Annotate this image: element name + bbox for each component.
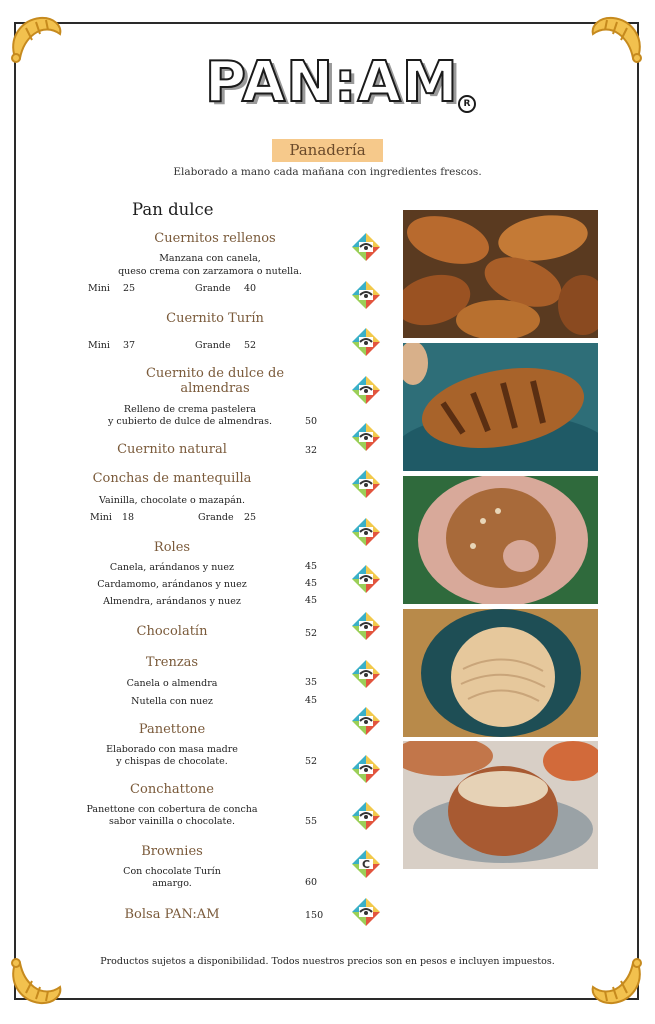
size-label: Mini [88,340,110,351]
item-description: Nutella con nuez [131,696,213,707]
item-title: almendras [180,381,250,396]
item-title: Roles [153,540,191,555]
item-price: 45 [305,578,318,589]
chocolate-croissant-photo [403,343,598,471]
item-title: Bolsa PAN:AM [124,907,220,922]
item-price: 60 [305,877,318,888]
logo-text: PAN:AM [205,50,459,115]
registered-mark: R [458,95,476,113]
size-label: Grande [195,283,231,294]
item-title: Brownies [141,844,203,859]
item-title: Cuernito Turín [166,311,264,326]
size-label: Grande [195,340,231,351]
croissants-photo [403,210,598,338]
item-price: 35 [305,677,318,688]
footer-note: Productos sujetos a disponibilidad. Todos nuestros precios son en pesos e incluyen impuestos. [100,956,555,967]
item-title: Conchas de mantequilla [92,471,252,486]
item-description: y cubierto de dulce de almendras. [108,416,272,427]
item-description: Panettone con cobertura de concha [86,804,258,815]
size-label: Mini [88,283,110,294]
item-price: 40 [244,283,257,294]
diamond-croissant-icon [351,754,381,784]
item-description: amargo. [152,878,192,889]
diamond-croissant-icon [351,897,381,927]
item-price: 32 [305,445,318,456]
item-title: Trenzas [145,655,199,670]
diamond-croissant-icon [351,232,381,262]
item-price: 52 [305,628,318,639]
item-price: 45 [305,561,318,572]
diamond-c-icon [351,849,381,879]
item-price: 25 [123,283,136,294]
item-description: queso crema con zarzamora o nutella. [118,266,302,277]
diamond-croissant-icon [351,517,381,547]
croissant-corner-icon [8,14,66,66]
item-title: Conchattone [130,782,214,797]
size-label: Grande [198,512,234,523]
brand-logo [205,52,475,114]
item-price: 52 [305,756,318,767]
item-description: Almendra, arándanos y nuez [103,596,241,607]
diamond-croissant-icon [351,327,381,357]
diamond-croissant-icon [351,375,381,405]
item-title: Panettone [138,722,206,737]
item-description: y chispas de chocolate. [116,756,228,767]
rol-photo [403,741,598,869]
category-title: Pan dulce [132,200,214,219]
item-title: Chocolatín [136,624,208,639]
size-label: Mini [90,512,112,523]
section-title: Panadería [272,139,383,162]
item-price: 52 [244,340,257,351]
concha-photo [403,609,598,737]
item-price: 150 [305,910,324,921]
item-title: Cuernito natural [117,442,227,457]
diamond-croissant-icon [351,611,381,641]
item-description: Relleno de crema pastelera [123,404,257,415]
diamond-croissant-icon [351,659,381,689]
diamond-croissant-icon [351,564,381,594]
svg-text:C: C [361,858,371,871]
diamond-croissant-icon [351,469,381,499]
item-title: Cuernitos rellenos [154,231,276,246]
item-price: 18 [122,512,135,523]
item-description: Elaborado con masa madre [106,744,238,755]
item-price: 50 [305,416,318,427]
item-price: 37 [123,340,136,351]
section-subtitle: Elaborado a mano cada mañana con ingredientes frescos. [173,166,482,178]
item-price: 25 [244,512,257,523]
croissant-corner-icon [587,14,645,66]
diamond-croissant-icon [351,801,381,831]
item-title: Cuernito de dulce de [145,366,285,381]
item-price: 45 [305,595,318,606]
item-description: sabor vainilla o chocolate. [109,816,235,827]
item-description: Canela o almendra [126,678,218,689]
diamond-croissant-icon [351,280,381,310]
item-description: Vainilla, chocolate o mazapán. [99,495,245,506]
item-price: 55 [305,816,318,827]
almond-pastry-photo [403,476,598,604]
item-description: Con chocolate Turín [123,866,221,877]
item-description: Manzana con canela, [159,253,261,264]
item-price: 45 [305,695,318,706]
diamond-croissant-icon [351,422,381,452]
diamond-croissant-icon [351,706,381,736]
item-description: Cardamomo, arándanos y nuez [97,579,247,590]
item-description: Canela, arándanos y nuez [109,562,235,573]
